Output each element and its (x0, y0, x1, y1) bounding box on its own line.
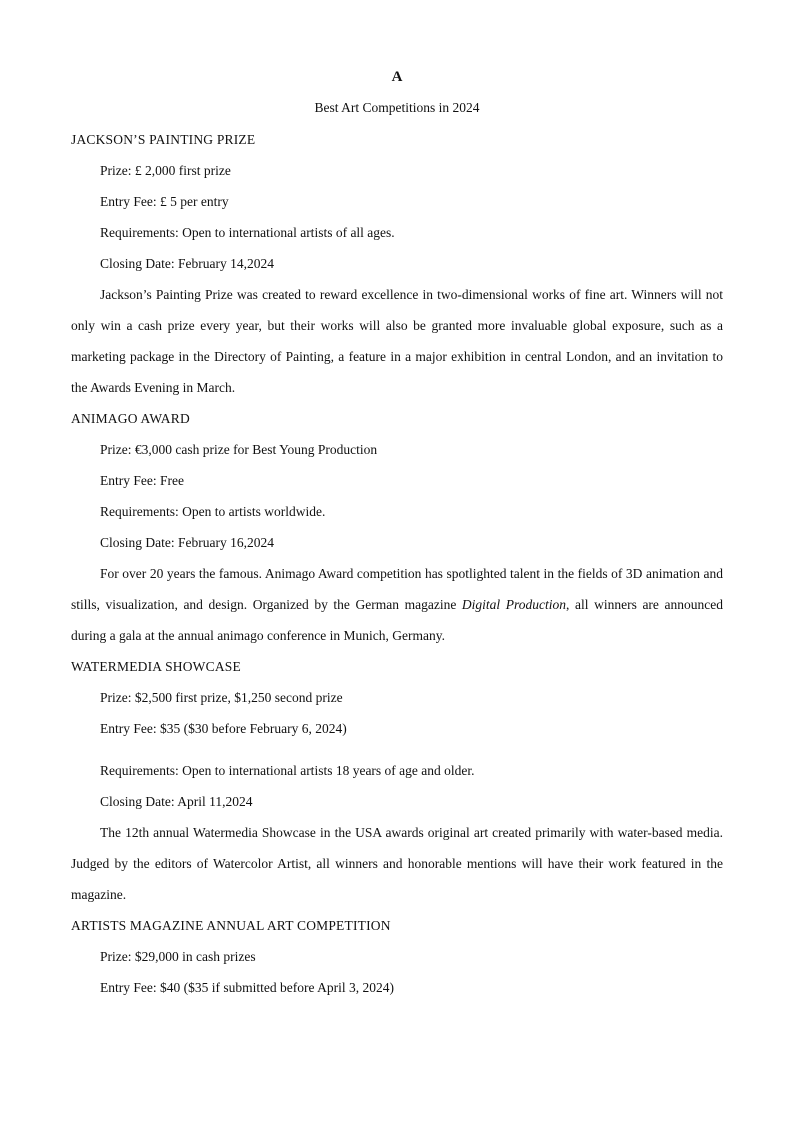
competition-prize: Prize: €3,000 cash prize for Best Young Production (100, 442, 378, 457)
document-page (71, 62, 723, 1003)
competition-jacksons (71, 124, 723, 403)
competition-description: Jackson’s Painting Prize was created to reward excellence in two-dimensional works of fine art. Winners will not only win a cash prize every year, but their works will also be granted more invaluable global exposure, such as a marketing package in the Directory of Painting, a feature in a major exhibition in central London, and an invitation to the Awards Evening in March. (71, 287, 723, 395)
competition-prize: Prize: £ 2,000 first prize (100, 163, 231, 178)
competition-closing-date: Closing Date: February 14,2024 (100, 256, 274, 271)
competition-heading: JACKSON’S PAINTING PRIZE (71, 132, 256, 147)
magazine-title: Digital Production (461, 597, 567, 612)
competition-requirements: Requirements: Open to international artists 18 years of age and older. (100, 763, 475, 778)
competition-prize: Prize: $29,000 in cash prizes (100, 949, 256, 964)
competition-description: The 12th annual Watermedia Showcase in the USA awards original art created primarily with water-based media. Judged by the editors of Watercolor Artist, all winners and honorable mentions will have their work featured in the magazine. (71, 825, 723, 902)
spacer (71, 744, 723, 755)
competition-watermedia (71, 651, 723, 910)
competition-entry-fee: Entry Fee: $40 ($35 if submitted before April 3, 2024) (100, 980, 394, 995)
competition-artists-magazine (71, 910, 723, 1003)
competition-entry-fee: Entry Fee: Free (100, 473, 184, 488)
document-title: Best Art Competitions in 2024 (314, 100, 480, 115)
description-text: , all winners are announced during a gala at the annual animago conference in Munich, Germany. (71, 597, 723, 643)
competition-animago (71, 403, 723, 651)
competition-heading: WATERMEDIA SHOWCASE (71, 659, 241, 674)
competition-requirements: Requirements: Open to international artists of all ages. (100, 225, 395, 240)
competition-entry-fee: Entry Fee: £ 5 per entry (100, 194, 229, 209)
description-text: For over 20 years the famous. Animago Award competition has spotlighted talent in the fields of 3D animation and stills, visualization, and design. Organized by the German magazine (71, 566, 723, 612)
competition-prize: Prize: $2,500 first prize, $1,250 second prize (100, 690, 343, 705)
competition-heading: ANIMAGO AWARD (71, 411, 190, 426)
competition-entry-fee: Entry Fee: $35 ($30 before February 6, 2024) (100, 721, 347, 736)
competition-heading: ARTISTS MAGAZINE ANNUAL ART COMPETITION (71, 918, 391, 933)
section-letter: A (391, 69, 403, 85)
competition-closing-date: Closing Date: February 16,2024 (100, 535, 274, 550)
competition-closing-date: Closing Date: April 11,2024 (100, 794, 253, 809)
competition-description (71, 558, 723, 651)
competition-requirements: Requirements: Open to artists worldwide. (100, 504, 326, 519)
